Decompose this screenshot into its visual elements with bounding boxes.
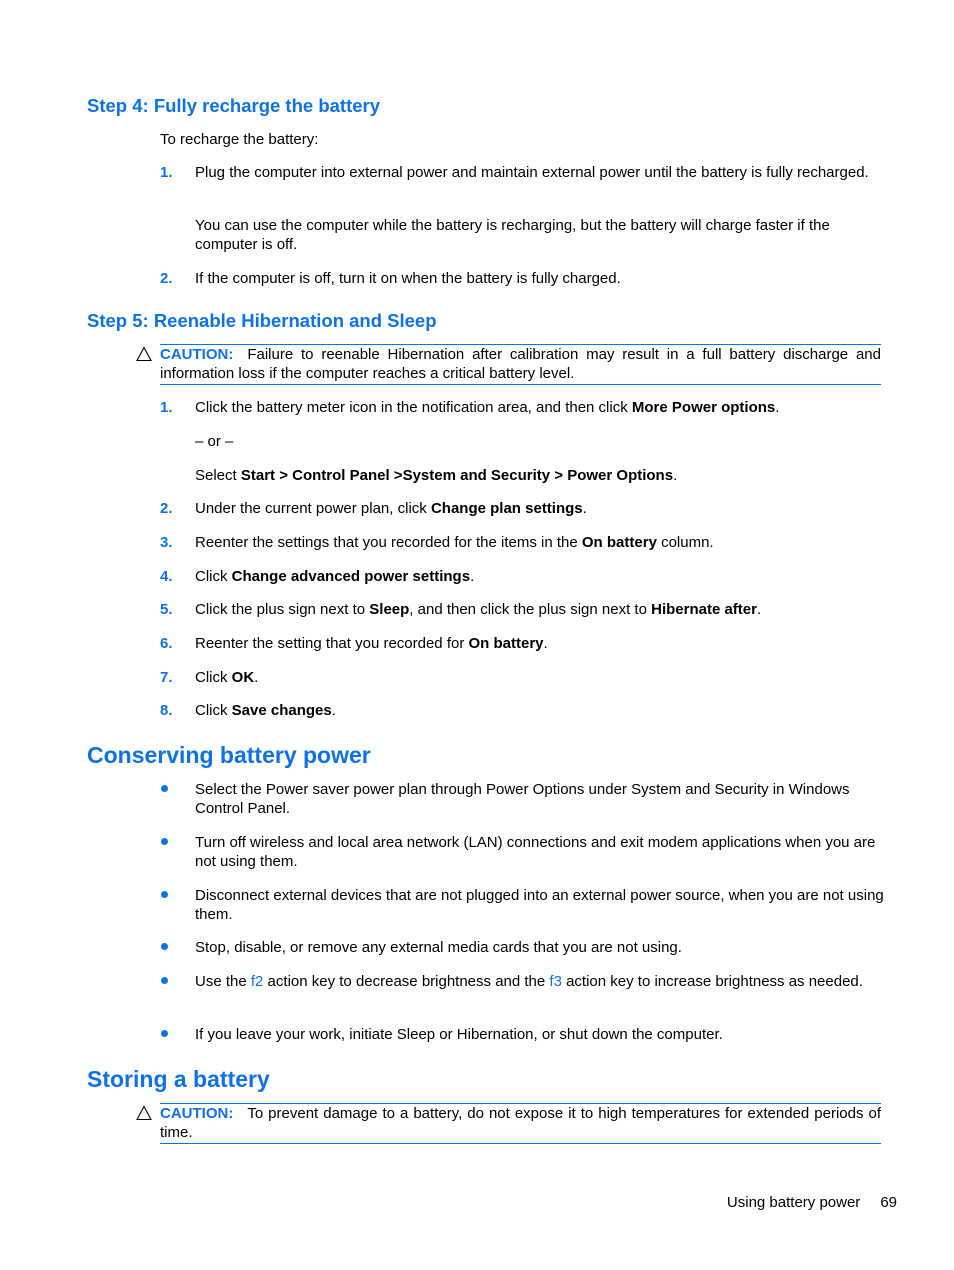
bullet-icon <box>160 886 170 896</box>
step5-item-4-text: Click Change advanced power settings. <box>195 568 475 585</box>
bullet-icon <box>160 1025 170 1035</box>
step5-item-5-number: 5. <box>160 601 173 618</box>
step5-item-6-number: 6. <box>160 635 173 652</box>
step4-item-1-number: 1. <box>160 164 173 181</box>
step4-item-1-note: You can use the computer while the battery is recharging, but the battery will charge faster if the computer is off. <box>195 217 830 253</box>
step5-item-8-number: 8. <box>160 702 173 719</box>
step4-item-1-text: Plug the computer into external power and maintain external power until the battery is fully recharged. <box>195 164 869 181</box>
page-number: 69 <box>880 1194 897 1211</box>
conserving-bullet-6: If you leave your work, initiate Sleep or Hibernation, or shut down the computer. <box>195 1026 723 1043</box>
step5-item-7-number: 7. <box>160 669 173 686</box>
step5-item-5-text: Click the plus sign next to Sleep, and then click the plus sign next to Hibernate after. <box>195 601 762 618</box>
step5-item-3-number: 3. <box>160 534 173 551</box>
step5-item-2-text: Under the current power plan, click Change plan settings. <box>195 500 587 517</box>
step5-item-4-number: 4. <box>160 568 173 585</box>
conserving-bullet-5: Use the f2 action key to decrease brightness and the f3 action key to increase brightness as needed. <box>195 973 863 990</box>
caution-label: CAUTION: <box>160 346 234 363</box>
step4-item-2-text: If the computer is off, turn it on when the battery is fully charged. <box>195 270 621 287</box>
f2-key-label: f2 <box>250 973 264 990</box>
conserving-bullet-3: Disconnect external devices that are not plugged into an external power source, when you are not using them. <box>195 887 884 923</box>
heading-storing-a-battery: Storing a battery <box>87 1066 270 1092</box>
step4-item-2-number: 2. <box>160 270 173 287</box>
step5-item-1-text: Click the battery meter icon in the notification area, and then click More Power options. <box>195 399 780 416</box>
step5-item-7-text: Click OK. <box>195 669 259 686</box>
caution-text: Failure to reenable Hibernation after calibration may result in a full battery discharge and information loss if the computer reaches a critical battery level. <box>160 346 881 382</box>
conserving-bullet-4: Stop, disable, or remove any external media cards that you are not using. <box>195 939 682 956</box>
conserving-bullet-1: Select the Power saver power plan through Power Options under System and Security in Windows Control Panel. <box>195 781 850 817</box>
step5-item-3-text: Reenter the settings that you recorded for the items in the On battery column. <box>195 534 714 551</box>
bullet-icon <box>160 780 170 790</box>
step5-item-1-number: 1. <box>160 399 173 416</box>
step5-item-1-alternative: Select Start > Control Panel >System and Security > Power Options. <box>195 467 678 484</box>
warning-triangle-icon <box>136 346 152 362</box>
heading-step-4: Step 4: Fully recharge the battery <box>87 95 381 116</box>
heading-step-5: Step 5: Reenable Hibernation and Sleep <box>87 310 437 331</box>
bullet-icon <box>160 938 170 948</box>
bullet-icon <box>160 972 170 982</box>
heading-conserving-battery-power: Conserving battery power <box>87 742 371 768</box>
step5-item-8-text: Click Save changes. <box>195 702 336 719</box>
caution-label: CAUTION: <box>160 1105 234 1122</box>
step5-item-6-text: Reenter the setting that you recorded for On battery. <box>195 635 548 652</box>
caution-box-hibernation <box>160 344 881 385</box>
page-footer <box>727 1193 897 1212</box>
caution-box-storing <box>160 1103 881 1144</box>
bullet-icon <box>160 833 170 843</box>
f3-key-label: f3 <box>549 973 562 990</box>
warning-triangle-icon <box>136 1105 152 1121</box>
conserving-bullet-2: Turn off wireless and local area network (LAN) connections and exit modem applications when you are not using them. <box>195 834 876 870</box>
step5-item-2-number: 2. <box>160 500 173 517</box>
caution-text: To prevent damage to a battery, do not expose it to high temperatures for extended periods of time. <box>160 1105 881 1141</box>
footer-section-title: Using battery power <box>726 1194 861 1211</box>
step4-intro: To recharge the battery: <box>160 131 319 148</box>
step5-item-1-or: – or – <box>195 433 234 450</box>
